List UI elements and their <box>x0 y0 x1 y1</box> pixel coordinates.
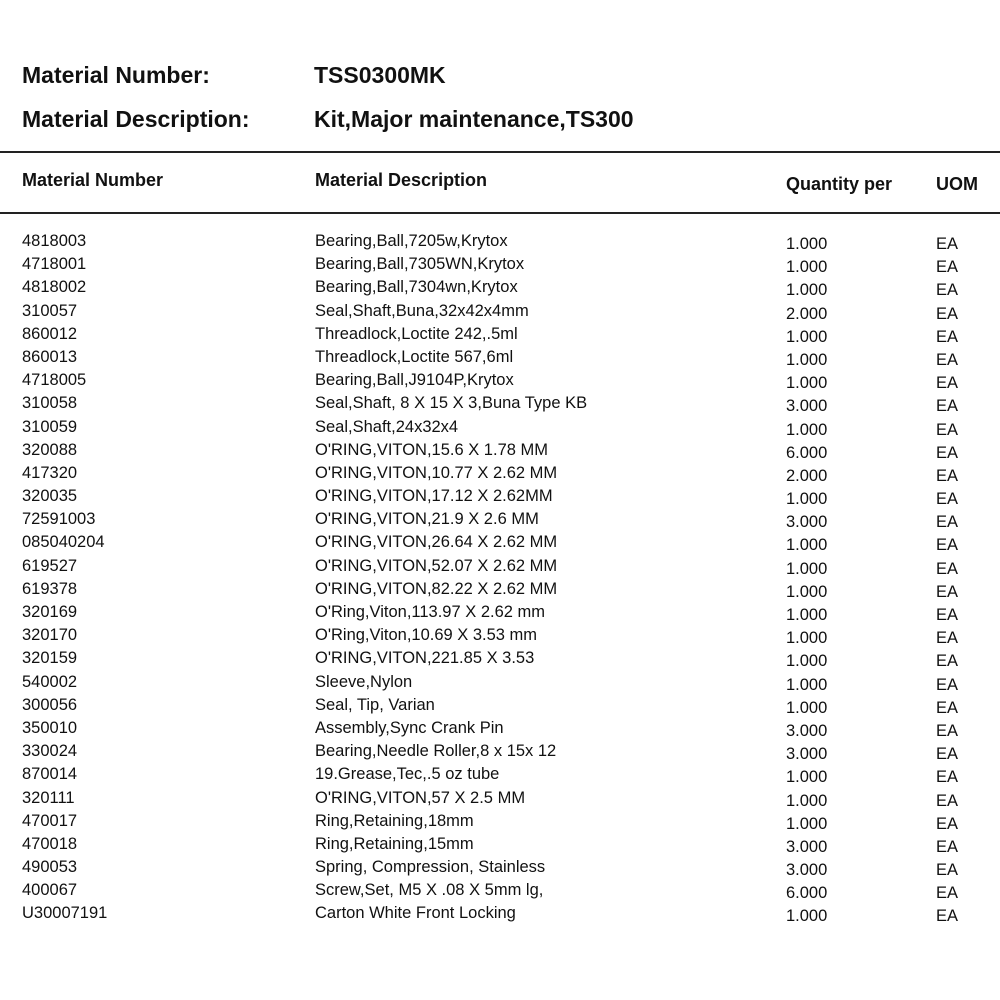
uom-cell: EA <box>936 582 959 601</box>
uom-cell: EA <box>936 235 959 253</box>
quantity-cell: 2.000 <box>786 466 828 485</box>
material-number-cell: 470017 <box>22 811 78 830</box>
uom-cell: EA <box>936 884 959 903</box>
table-row <box>0 858 1000 881</box>
column-header-material-description: Material Description <box>315 170 488 190</box>
quantity-cell: 1.000 <box>786 791 828 810</box>
table-row <box>0 835 1000 858</box>
uom-cell: EA <box>936 374 959 393</box>
uom-cell: EA <box>936 443 959 462</box>
material-number-cell: 470018 <box>22 834 78 853</box>
table-row <box>0 487 1000 510</box>
material-number-cell: 320088 <box>22 440 78 459</box>
material-number-cell: 540002 <box>22 672 78 691</box>
table-row <box>0 580 1000 603</box>
material-number-cell: 085040204 <box>22 533 105 552</box>
quantity-cell: 1.000 <box>786 675 828 694</box>
material-description-cell: O'Ring,Viton,113.97 X 2.62 mm <box>315 603 546 621</box>
uom-cell: EA <box>936 327 959 346</box>
material-number-cell: 310059 <box>22 417 78 436</box>
uom-cell: EA <box>936 745 959 764</box>
material-number-cell: 310057 <box>22 301 78 320</box>
material-number-cell: 4818003 <box>22 232 87 250</box>
material-description-cell: O'RING,VITON,15.6 X 1.78 MM <box>315 440 548 459</box>
quantity-cell: 1.000 <box>786 235 828 253</box>
material-number-cell: 320169 <box>22 603 78 621</box>
material-number-cell: 400067 <box>22 881 78 900</box>
material-number-cell: 320170 <box>22 626 78 645</box>
material-description-cell: Threadlock,Loctite 567,6ml <box>315 347 514 366</box>
table-row <box>0 557 1000 580</box>
quantity-cell: 6.000 <box>786 443 828 462</box>
material-description-cell: O'RING,VITON,221.85 X 3.53 <box>315 649 535 668</box>
material-number-cell: U30007191 <box>22 904 108 923</box>
uom-cell: EA <box>936 721 959 740</box>
table-row <box>0 348 1000 371</box>
uom-cell: EA <box>936 907 959 926</box>
material-number-cell: 860012 <box>22 324 78 343</box>
material-number-cell: 320111 <box>22 788 75 807</box>
quantity-cell: 1.000 <box>786 420 828 439</box>
table-row <box>0 441 1000 464</box>
material-number-cell: 417320 <box>22 463 78 482</box>
uom-cell: EA <box>936 698 959 717</box>
table-row <box>0 742 1000 765</box>
uom-cell: EA <box>936 281 959 300</box>
uom-cell: EA <box>936 629 959 648</box>
material-number-cell: 350010 <box>22 718 78 737</box>
table-row <box>0 533 1000 556</box>
uom-cell: EA <box>936 420 959 439</box>
uom-cell: EA <box>936 258 959 277</box>
uom-cell: EA <box>936 397 959 416</box>
quantity-cell: 1.000 <box>786 327 828 346</box>
table-row <box>0 904 1000 927</box>
table-row <box>0 325 1000 348</box>
material-description-cell: Seal,Shaft,Buna,32x42x4mm <box>315 301 529 320</box>
column-header-material-number: Material Number <box>22 170 164 190</box>
uom-cell: EA <box>936 652 959 671</box>
material-description-cell: Bearing,Ball,7205w,Krytox <box>315 232 508 250</box>
uom-cell: EA <box>936 606 959 624</box>
material-description-cell: 19.Grease,Tec,.5 oz tube <box>315 765 500 784</box>
uom-cell: EA <box>936 513 959 532</box>
material-description-cell: Carton White Front Locking <box>315 904 516 923</box>
material-description-cell: Bearing,Ball,7305WN,Krytox <box>315 255 525 274</box>
table-row <box>0 881 1000 904</box>
material-number-cell: 860013 <box>22 347 78 366</box>
table-row <box>0 278 1000 301</box>
top-divider <box>0 151 1000 153</box>
uom-cell: EA <box>936 837 959 856</box>
material-description-cell: O'RING,VITON,26.64 X 2.62 MM <box>315 533 558 552</box>
material-description-cell: Bearing,Ball,J9104P,Krytox <box>315 371 514 390</box>
quantity-cell: 1.000 <box>786 629 828 648</box>
quantity-cell: 3.000 <box>786 513 828 532</box>
column-header-uom: UOM <box>936 174 978 194</box>
material-number-label: Material Number: <box>22 62 210 88</box>
table-row <box>0 464 1000 487</box>
material-description-cell: Bearing,Ball,7304wn,Krytox <box>315 278 518 297</box>
kit-header <box>22 62 982 150</box>
table-row <box>0 649 1000 672</box>
quantity-cell: 1.000 <box>786 374 828 393</box>
material-description-cell: O'RING,VITON,57 X 2.5 MM <box>315 788 526 807</box>
material-number-cell: 320035 <box>22 487 78 506</box>
table-row <box>0 371 1000 394</box>
material-description-cell: Seal,Shaft, 8 X 15 X 3,Buna Type KB <box>315 394 588 413</box>
table-row <box>0 394 1000 417</box>
table-body <box>0 232 1000 928</box>
uom-cell: EA <box>936 861 959 880</box>
material-description-cell: O'RING,VITON,52.07 X 2.62 MM <box>315 556 558 575</box>
material-number-value: TSS0300MK <box>314 62 446 88</box>
material-number-cell: 619378 <box>22 579 78 598</box>
uom-cell: EA <box>936 768 959 787</box>
quantity-cell: 1.000 <box>786 768 828 787</box>
material-description-cell: Seal,Shaft,24x32x4 <box>315 417 459 436</box>
quantity-cell: 3.000 <box>786 861 828 880</box>
material-description-cell: O'RING,VITON,82.22 X 2.62 MM <box>315 579 558 598</box>
header-divider <box>0 212 1000 214</box>
table-row <box>0 603 1000 626</box>
material-description-cell: Sleeve,Nylon <box>315 672 413 691</box>
quantity-cell: 1.000 <box>786 907 828 926</box>
material-description-cell: O'RING,VITON,17.12 X 2.62MM <box>315 487 553 506</box>
table-row <box>0 789 1000 812</box>
table-header <box>0 170 1000 200</box>
material-number-cell: 300056 <box>22 695 78 714</box>
material-number-cell: 619527 <box>22 556 78 575</box>
material-description-value: Kit,Major maintenance,TS300 <box>314 106 634 132</box>
uom-cell: EA <box>936 536 959 555</box>
material-number-cell: 4718001 <box>22 255 87 274</box>
quantity-cell: 1.000 <box>786 652 828 671</box>
uom-cell: EA <box>936 350 959 369</box>
table-row <box>0 719 1000 742</box>
table-row <box>0 812 1000 835</box>
material-description-cell: Threadlock,Loctite 242,.5ml <box>315 324 518 343</box>
material-number-row <box>22 62 982 106</box>
quantity-cell: 3.000 <box>786 721 828 740</box>
uom-cell: EA <box>936 675 959 694</box>
material-description-label: Material Description: <box>22 106 250 132</box>
quantity-cell: 1.000 <box>786 350 828 369</box>
material-number-cell: 320159 <box>22 649 78 668</box>
quantity-cell: 3.000 <box>786 745 828 764</box>
quantity-cell: 6.000 <box>786 884 828 903</box>
quantity-cell: 3.000 <box>786 397 828 416</box>
table-row <box>0 418 1000 441</box>
material-description-cell: O'RING,VITON,21.9 X 2.6 MM <box>315 510 539 529</box>
material-number-cell: 870014 <box>22 765 78 784</box>
quantity-cell: 1.000 <box>786 258 828 277</box>
uom-cell: EA <box>936 791 959 810</box>
material-number-cell: 4718005 <box>22 371 87 390</box>
material-description-cell: Ring,Retaining,15mm <box>315 834 474 853</box>
quantity-cell: 1.000 <box>786 281 828 300</box>
table-row <box>0 765 1000 788</box>
material-description-cell: Assembly,Sync Crank Pin <box>315 718 504 737</box>
material-description-cell: O'Ring,Viton,10.69 X 3.53 mm <box>315 626 538 645</box>
column-header-quantity-per: Quantity per <box>786 174 893 194</box>
table-row <box>0 255 1000 278</box>
table-row <box>0 696 1000 719</box>
quantity-cell: 1.000 <box>786 582 828 601</box>
table-row <box>0 302 1000 325</box>
uom-cell: EA <box>936 490 959 509</box>
quantity-cell: 3.000 <box>786 837 828 856</box>
quantity-cell: 1.000 <box>786 698 828 717</box>
material-description-cell: Ring,Retaining,18mm <box>315 811 474 830</box>
material-description-cell: Spring, Compression, Stainless <box>315 858 546 877</box>
table-row <box>0 510 1000 533</box>
table-row <box>0 232 1000 255</box>
material-number-cell: 490053 <box>22 858 78 877</box>
material-number-cell: 72591003 <box>22 510 96 529</box>
table-row <box>0 626 1000 649</box>
material-number-cell: 4818002 <box>22 278 87 297</box>
material-description-cell: O'RING,VITON,10.77 X 2.62 MM <box>315 463 558 482</box>
quantity-cell: 1.000 <box>786 814 828 833</box>
quantity-cell: 1.000 <box>786 606 828 624</box>
uom-cell: EA <box>936 304 959 323</box>
material-description-cell: Screw,Set, M5 X .08 X 5mm lg, <box>315 881 544 900</box>
quantity-cell: 1.000 <box>786 559 828 578</box>
material-number-cell: 310058 <box>22 394 78 413</box>
uom-cell: EA <box>936 814 959 833</box>
material-description-cell: Bearing,Needle Roller,8 x 15x 12 <box>315 742 557 761</box>
quantity-cell: 1.000 <box>786 536 828 555</box>
material-description-cell: Seal, Tip, Varian <box>315 695 435 714</box>
material-number-cell: 330024 <box>22 742 78 761</box>
table-row <box>0 673 1000 696</box>
quantity-cell: 2.000 <box>786 304 828 323</box>
uom-cell: EA <box>936 559 959 578</box>
quantity-cell: 1.000 <box>786 490 828 509</box>
uom-cell: EA <box>936 466 959 485</box>
material-description-row <box>22 106 982 150</box>
